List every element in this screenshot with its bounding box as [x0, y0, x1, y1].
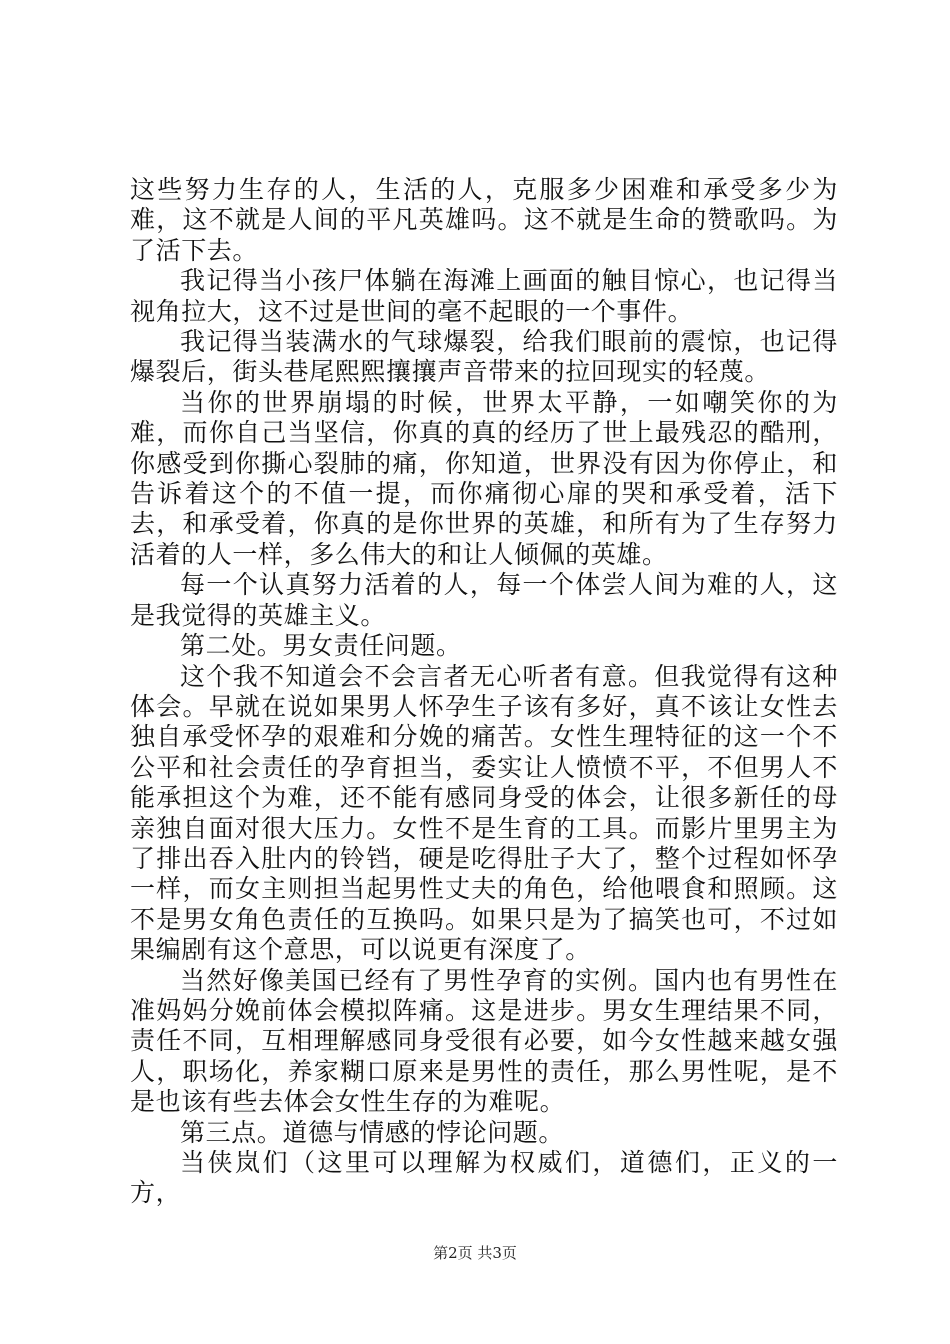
- section-heading-2: 第二处。男女责任问题。: [180, 631, 462, 661]
- paragraph-5: 每一个认真努力活着的人，每一个体尝人间为难的人，这是我觉得的英雄主义。: [130, 570, 838, 630]
- paragraph-3: 我记得当装满水的气球爆裂，给我们眼前的震惊，也记得爆裂后，街头巷尾熙熙攘攘声音带来的拉回现实的轻蔑。: [130, 327, 838, 387]
- paragraph-6: 这个我不知道会不会言者无心听者有意。但我觉得有这种体会。早就在说如果男人怀孕生子该有多好，真不该让女性去独自承受怀孕的艰难和分娩的痛苦。女性生理特征的这一个不公平和社会责任的孕育担当，委实让人愤愤不平，不但男人不能承担这个为难，还不能有感同身受的体会，让很多新任的母亲独自面对很大压力。女性不是生育的工具。而影片里男主为了排出吞入肚内的铃铛，硬是吃得肚子大了，整个过程如怀孕一样，而女主则担当起男性丈夫的角色，给他喂食和照顾。这不是男女角色责任的互换吗。如果只是为了搞笑也可，不过如果编剧有这个意思，可以说更有深度了。: [130, 661, 838, 965]
- paragraph-4: 当你的世界崩塌的时候，世界太平静，一如嘲笑你的为难，而你自己当坚信，你真的真的经历了世上最残忍的酷刑，你感受到你撕心裂肺的痛，你知道，世界没有因为你停止，和告诉着这个的不值一提，而你痛彻心扉的哭和承受着，活下去，和承受着，你真的是你世界的英雄，和所有为了生存努力活着的人一样，多么伟大的和让人倾佩的英雄。: [130, 387, 838, 569]
- section-heading-3: 第三点。道德与情感的悖论问题。: [180, 1117, 565, 1147]
- paragraph-2: 我记得当小孩尸体躺在海滩上画面的触目惊心，也记得当视角拉大，这不过是世间的毫不起眼的一个事件。: [130, 266, 838, 326]
- document-body: [130, 175, 838, 1209]
- paragraph-8: 当侠岚们（这里可以理解为权威们，道德们，正义的一方，: [130, 1148, 838, 1208]
- paragraph-1: 这些努力生存的人，生活的人，克服多少困难和承受多少为难，这不就是人间的平凡英雄吗。这不就是生命的赞歌吗。为了活下去。: [130, 175, 838, 265]
- paragraph-7: 当然好像美国已经有了男性孕育的实例。国内也有男性在准妈妈分娩前体会模拟阵痛。这是进步。男女生理结果不同，责任不同，互相理解感同身受很有必要，如今女性越来越女强人，职场化，养家糊口原来是男性的责任，那么男性呢，是不是也该有些去体会女性生存的为难呢。: [130, 965, 838, 1117]
- page-footer: 第2页 共3页: [433, 1244, 517, 1262]
